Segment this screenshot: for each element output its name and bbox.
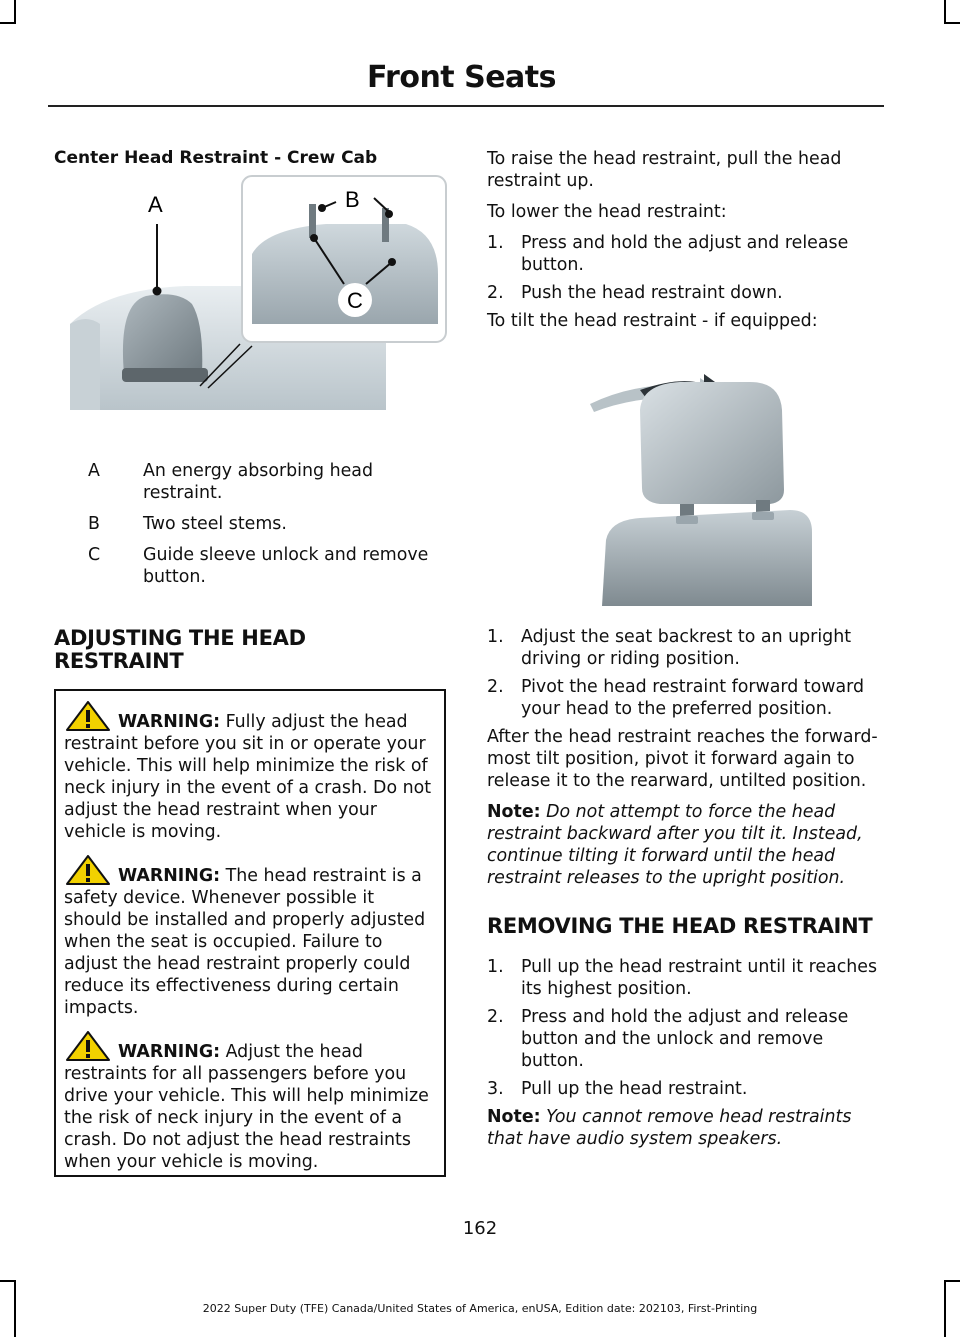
step-number: 1. — [487, 627, 504, 647]
lower-intro: To lower the head restraint: — [487, 202, 727, 222]
list-item — [487, 1078, 883, 1100]
warning-text: Fully adjust the head restraint before you sit in or operate your vehicle. This will help minimize the risk of neck injury in the event of a crash. Do not adjust the head restraint when your vehicle is moving. — [64, 712, 432, 842]
step-number: 2. — [487, 677, 504, 697]
legend-row — [54, 544, 446, 588]
warning-triangle-icon — [66, 701, 110, 731]
warning-item — [64, 855, 436, 1019]
legend-key: B — [88, 514, 100, 534]
crop-mark — [944, 0, 946, 22]
warning-box — [54, 689, 446, 1177]
warning-label: WARNING: — [118, 866, 221, 886]
step-number: 2. — [487, 283, 504, 303]
step-text: Pull up the head restraint until it reaches its highest position. — [521, 957, 878, 999]
section-title-adjusting: ADJUSTING THE HEAD RESTRAINT — [54, 626, 306, 673]
list-item — [487, 282, 883, 304]
section-title-removing: REMOVING THE HEAD RESTRAINT — [487, 914, 873, 938]
warning-text: The head restraint is a safety device. Whenever possible it should be installed and properly adjusted when the seat is occupied. Failure to adjust the head restraint properly could reduce its effectiveness during certain impacts. — [64, 866, 426, 1018]
note-text: You cannot remove head restraints that have audio system speakers. — [487, 1107, 852, 1149]
footer-edition: 2022 Super Duty (TFE) Canada/United States of America, enUSA, Edition date: 202103, First-Printing — [202, 1302, 758, 1315]
tilt-intro: To tilt the head restraint - if equipped: — [487, 311, 818, 331]
step-number: 2. — [487, 1007, 504, 1027]
figure-label-c: C — [347, 288, 363, 313]
note — [487, 1106, 883, 1150]
warning-triangle-icon — [66, 1031, 110, 1061]
warning-triangle-icon — [66, 855, 110, 885]
page-number: 162 — [462, 1218, 498, 1239]
list-item — [487, 232, 883, 276]
figure-label-b: B — [345, 187, 360, 212]
right-column — [487, 148, 883, 332]
crop-mark — [0, 22, 16, 24]
note-label: Note: — [487, 802, 541, 822]
step-text: Push the head restraint down. — [521, 283, 783, 303]
list-item — [487, 1006, 883, 1072]
legend-text: Two steel stems. — [143, 514, 287, 534]
remove-steps — [487, 956, 883, 1100]
step-text: Adjust the seat backrest to an upright driving or riding position. — [521, 627, 852, 669]
tilt-head-restraint-figure — [580, 360, 816, 606]
step-number: 1. — [487, 957, 504, 977]
legend-row — [54, 513, 446, 535]
crop-mark — [0, 1280, 16, 1282]
crop-mark — [944, 22, 960, 24]
list-item — [487, 956, 883, 1000]
step-text: Pull up the head restraint. — [521, 1079, 748, 1099]
right-column-lower — [487, 626, 883, 1150]
warning-item — [64, 1031, 436, 1173]
list-item — [487, 626, 883, 670]
figure-subheading: Center Head Restraint - Crew Cab — [54, 148, 378, 168]
note-text: Do not attempt to force the head restraint backward after you tilt it. Instead, continue tilting it forward until the head restraint releases to the upright position. — [487, 802, 863, 888]
legend-text: An energy absorbing head restraint. — [143, 461, 373, 503]
tilt-steps — [487, 626, 883, 720]
legend-key: C — [88, 545, 101, 565]
legend-text: Guide sleeve unlock and remove button. — [143, 545, 429, 587]
list-item — [487, 676, 883, 720]
left-column — [54, 148, 446, 168]
raise-paragraph: To raise the head restraint, pull the head restraint up. — [487, 149, 842, 191]
step-number: 1. — [487, 233, 504, 253]
figure-legend — [54, 460, 446, 597]
crop-mark — [944, 1280, 960, 1282]
step-text: Press and hold the adjust and release button. — [521, 233, 849, 275]
warning-item — [64, 701, 436, 843]
warning-label: WARNING: — [118, 712, 221, 732]
note-label: Note: — [487, 1107, 541, 1127]
page-title: Front Seats — [366, 60, 556, 95]
step-text: Pivot the head restraint forward toward your head to the preferred position. — [521, 677, 865, 719]
legend-key: A — [88, 461, 100, 481]
warning-label: WARNING: — [118, 1042, 221, 1062]
warning-text: Adjust the head restraints for all passengers before you drive your vehicle. This will help minimize the risk of neck injury in the event of a crash. Do not adjust the head restraints when your vehicle is moving. — [64, 1042, 429, 1172]
crop-mark — [14, 0, 16, 22]
center-head-restraint-figure — [66, 174, 450, 414]
step-text: Press and hold the adjust and release button and the unlock and remove button. — [521, 1007, 849, 1071]
header-rule — [48, 105, 884, 107]
step-number: 3. — [487, 1079, 504, 1099]
legend-row — [54, 460, 446, 504]
lower-steps — [487, 232, 883, 304]
figure-label-a: A — [148, 192, 163, 217]
after-tilt-paragraph: After the head restraint reaches the forward-most tilt position, pivot it forward again to release it to the rearward, untilted position. — [487, 727, 878, 791]
note — [487, 801, 883, 889]
